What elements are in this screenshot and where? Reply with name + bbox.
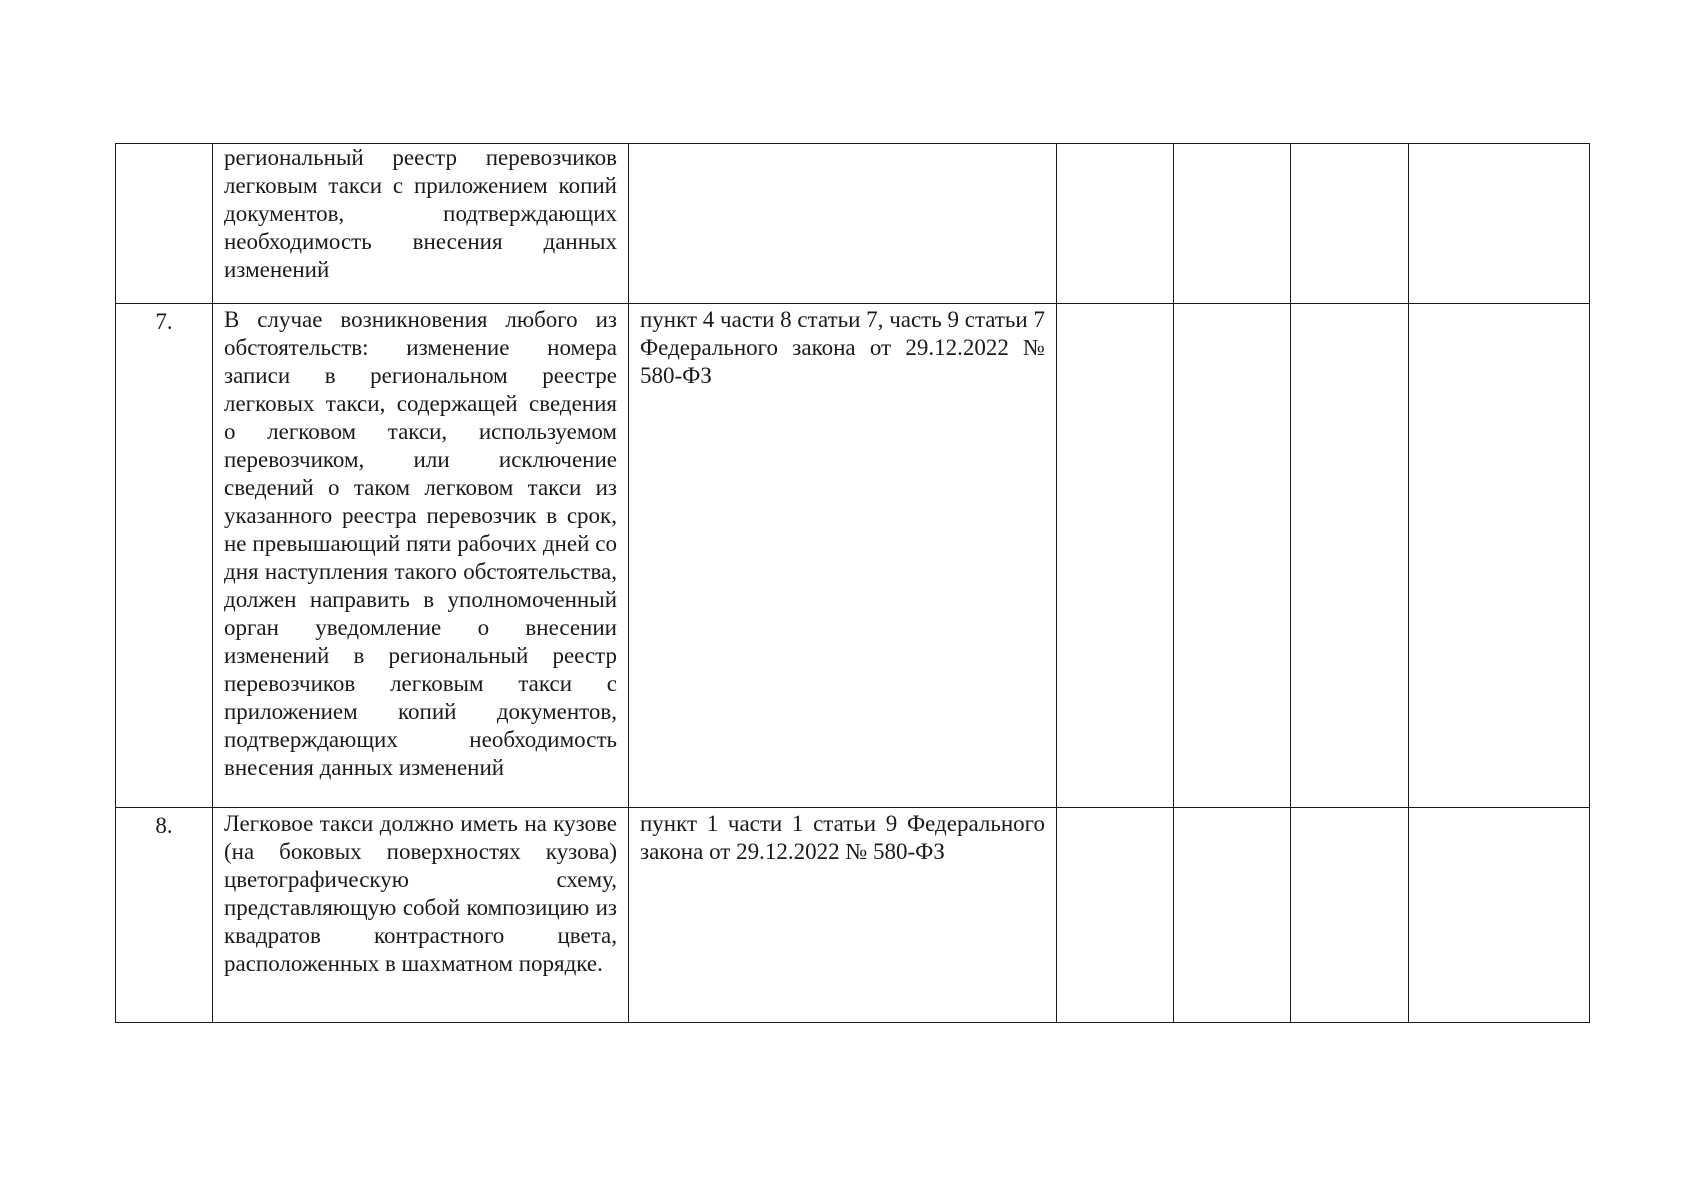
table-row xyxy=(116,144,1590,304)
empty-cell xyxy=(1057,304,1174,808)
empty-cell xyxy=(1409,144,1590,304)
row-number: 8. xyxy=(116,808,213,1023)
empty-cell xyxy=(1057,808,1174,1023)
legal-reference: пункт 1 части 1 статьи 9 Федерального закона от 29.12.2022 № 580-ФЗ xyxy=(629,808,1057,1023)
empty-cell xyxy=(1291,144,1409,304)
table-row xyxy=(116,304,1590,808)
requirement-text: Легковое такси должно иметь на кузове (на боковых поверхностях кузова) цветографическую схему, представляющую собой композицию из квадратов контрастного цвета, расположенных в шахматном порядке. xyxy=(213,808,629,1023)
requirement-text: В случае возникновения любого из обстоятельств: изменение номера записи в региональном реестре легковых такси, содержащей сведения о легковом такси, используемом перевозчиком, или исключение сведений о таком легковом такси из указанного реестра перевозчик в срок, не превышающий пяти рабочих дней со дня наступления такого обстоятельства, должен направить в уполномоченный орган уведомление о внесении изменений в региональный реестр перевозчиков легковым такси с приложением копий документов, подтверждающих необходимость внесения данных изменений xyxy=(213,304,629,808)
empty-cell xyxy=(1174,144,1291,304)
empty-cell xyxy=(1409,808,1590,1023)
row-number: 7. xyxy=(116,304,213,808)
table-row xyxy=(116,808,1590,1023)
empty-cell xyxy=(1409,304,1590,808)
requirement-text: региональный реестр перевозчиков легковым такси с приложением копий документов, подтверждающих необходимость внесения данных изменений xyxy=(213,144,629,304)
empty-cell xyxy=(1291,304,1409,808)
requirements-table xyxy=(115,143,1590,1023)
empty-cell xyxy=(1174,808,1291,1023)
row-number xyxy=(116,144,213,304)
legal-reference xyxy=(629,144,1057,304)
empty-cell xyxy=(1174,304,1291,808)
empty-cell xyxy=(1057,144,1174,304)
empty-cell xyxy=(1291,808,1409,1023)
legal-reference: пункт 4 части 8 статьи 7, часть 9 статьи 7 Федерального закона от 29.12.2022 № 580-ФЗ xyxy=(629,304,1057,808)
